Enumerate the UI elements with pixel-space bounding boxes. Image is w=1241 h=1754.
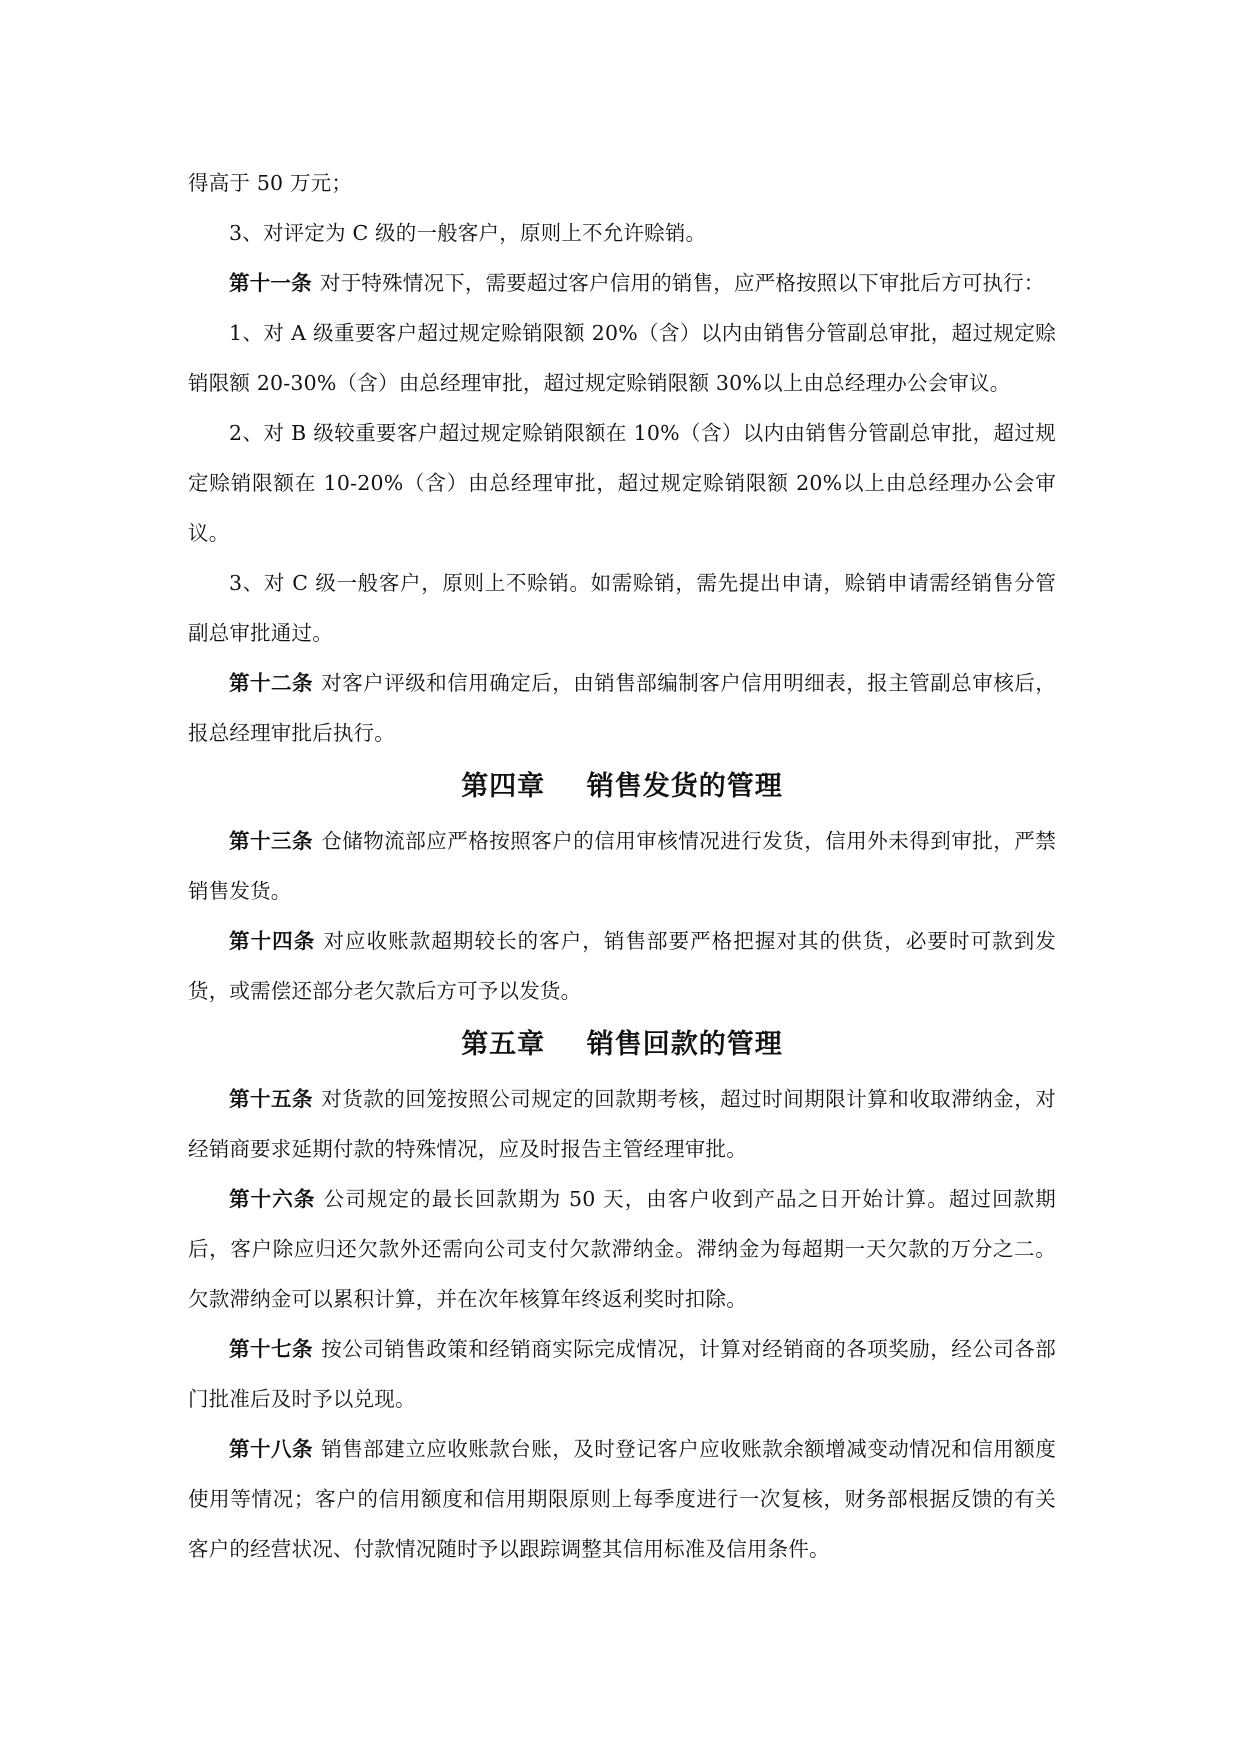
article-paragraph [188,816,1056,916]
chapter-heading: 第五章 销售回款的管理 [461,1029,783,1060]
paragraph-text: 得高于 50 万元； [188,171,353,195]
paragraph [188,558,1056,658]
article-paragraph [188,1174,1056,1324]
document-body [188,158,1056,1574]
article-number: 第十四条 [229,929,316,953]
article-paragraph [188,916,1056,1016]
article-number: 第十五条 [229,1087,314,1111]
article-number: 第十六条 [229,1187,316,1211]
paragraph [188,408,1056,558]
article-number: 第十一条 [229,271,312,295]
paragraph-text: 仓储物流部应严格按照客户的信用审核情况进行发货，信用外未得到审批，严禁销售发货。 [188,829,1056,903]
paragraph-text: 3、对评定为 C 级的一般客户，原则上不允许赊销。 [229,221,707,245]
paragraph-text: 对客户评级和信用确定后，由销售部编制客户信用明细表，报主管副总审核后，报总经理审批后执行。 [188,671,1056,745]
paragraph-text: 2、对 B 级较重要客户超过规定赊销限额在 10%（含）以内由销售分管副总审批，超过规定赊销限额在 10-20%（含）由总经理审批，超过规定赊销限额 20%以上由总经理办公会审议。 [188,421,1056,545]
paragraph-text: 对应收账款超期较长的客户，销售部要严格把握对其的供货，必要时可款到发货，或需偿还部分老欠款后方可予以发货。 [188,929,1056,1003]
paragraph-text: 对于特殊情况下，需要超过客户信用的销售，应严格按照以下审批后方可执行： [320,271,1045,295]
paragraph-text: 公司规定的最长回款期为 50 天，由客户收到产品之日开始计算。超过回款期后，客户除应归还欠款外还需向公司支付欠款滞纳金。滞纳金为每超期一天欠款的万分之二。欠款滞纳金可以累积计算，并在次年核算年终返利奖时扣除。 [188,1187,1056,1311]
article-paragraph [188,258,1056,308]
chapter-heading: 第四章 销售发货的管理 [461,771,783,802]
article-number: 第十二条 [229,671,314,695]
article-paragraph [188,1324,1056,1424]
paragraph [188,208,1056,258]
paragraph [188,158,1056,208]
paragraph-text: 销售部建立应收账款台账，及时登记客户应收账款余额增减变动情况和信用额度使用等情况；客户的信用额度和信用期限原则上每季度进行一次复核，财务部根据反馈的有关客户的经营状况、付款情况随时予以跟踪调整其信用标准及信用条件。 [188,1437,1056,1561]
article-number: 第十八条 [229,1437,314,1461]
article-paragraph [188,658,1056,758]
article-paragraph [188,1424,1056,1574]
article-paragraph [188,1074,1056,1174]
paragraph-text: 按公司销售政策和经销商实际完成情况，计算对经销商的各项奖励，经公司各部门批准后及时予以兑现。 [188,1337,1056,1411]
paragraph [188,308,1056,408]
paragraph-text: 3、对 C 级一般客户，原则上不赊销。如需赊销，需先提出申请，赊销申请需经销售分管副总审批通过。 [188,571,1056,645]
paragraph-text: 1、对 A 级重要客户超过规定赊销限额 20%（含）以内由销售分管副总审批，超过规定赊销限额 20-30%（含）由总经理审批，超过规定赊销限额 30%以上由总经理办公会审议。 [188,321,1056,395]
article-number: 第十七条 [229,1337,314,1361]
paragraph-text: 对货款的回笼按照公司规定的回款期考核，超过时间期限计算和收取滞纳金，对经销商要求延期付款的特殊情况，应及时报告主管经理审批。 [188,1087,1056,1161]
article-number: 第十三条 [229,829,314,853]
